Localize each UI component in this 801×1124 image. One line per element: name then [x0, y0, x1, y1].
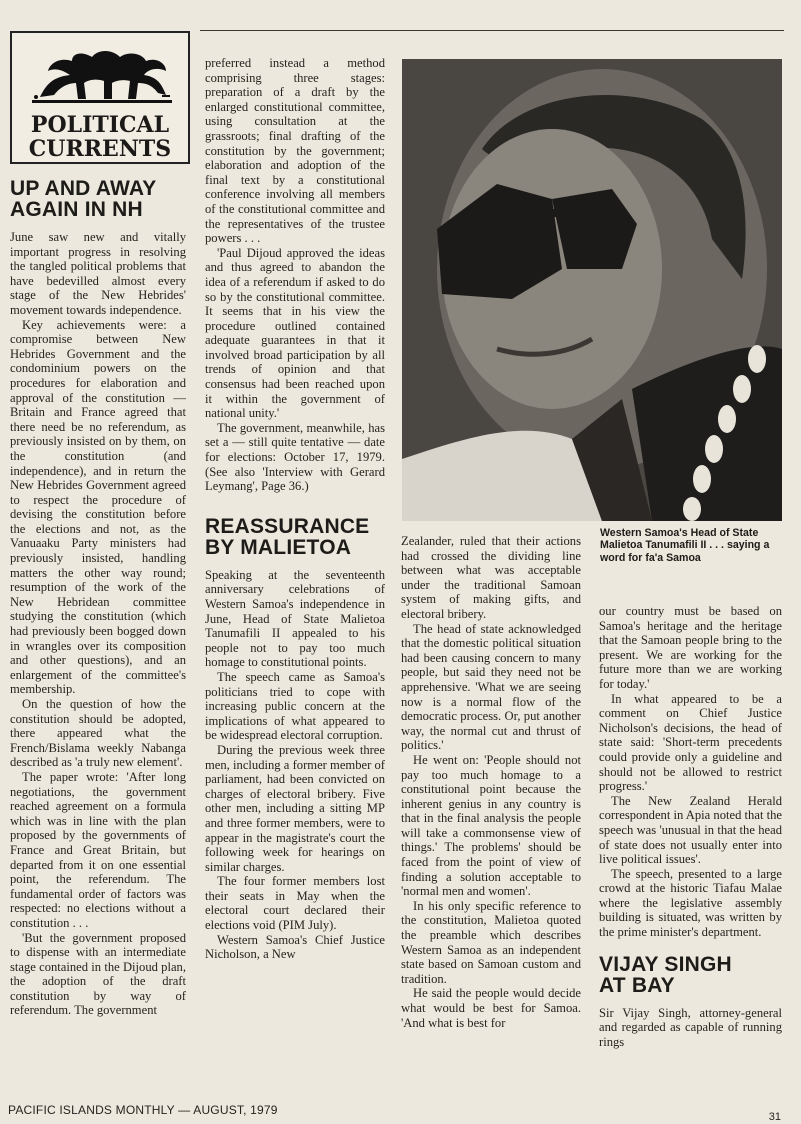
- paragraph: preferred instead a method comprising three stages: preparation of a draft by the enlarged constitutional committee, using consultation at the grassroots; final drafting of the constitution by the government; elaboration and adoption of the final text by a constitutional conference involving all members of the constitutional committee and the representatives of the trustee powers . . .: [205, 56, 385, 246]
- headline-reassurance: REASSURANCE BY MALIETOA: [205, 514, 370, 559]
- headline-vijay-singh: VIJAY SINGH AT BAY: [599, 952, 732, 997]
- article-nh-col2: [205, 56, 385, 494]
- paragraph: In his only specific reference to the constitution, Malietoa quoted the preamble which describes Western Samoa as an independent state based on Samoan custom and tradition.: [401, 898, 581, 986]
- article-malietoa-col2: [205, 568, 385, 962]
- paragraph: Key achievements were: a compromise between New Hebrides Government and the condominium powers on the procedures for elaboration and approval of the constitution — Britain and France agreed that there need be no referendum, as previously insisted on by them, on the constitution (and independence), and in return the New Hebrides Government agreed to respect the procedure of devising the constitution before the elections and not, as the Vanuaaku Party ministers had previously insisted, handling matters the other way round; resumption of the work of the New Hebridean committee studying the constitution (which had previously been bogged down in wrangles over its composition and other questions), and an enlargement of the committee's membership.: [10, 317, 186, 697]
- paragraph: The New Zealand Herald correspondent in Apia noted that the speech was 'unusual in that the head of state does not usually enter into live political issues'.: [599, 793, 782, 867]
- political-currents-logo: [10, 31, 190, 164]
- article-malietoa-col3: [401, 534, 581, 1030]
- paragraph: June saw new and vitally important progress in resolving the tangled political problems that have bedevilled almost every stage of the New Hebrides' movement towards independence.: [10, 230, 186, 317]
- paragraph: The four former members lost their seats in May when the electoral court declared their elections void (PIM July).: [205, 874, 385, 933]
- portrait-illustration: [402, 59, 782, 521]
- paragraph: The government, meanwhile, has set a — still quite tentative — date for elections: October 17, 1979. (See also 'Interview with Gerard Leymang', Page 36.): [205, 420, 385, 494]
- paragraph: Zealander, ruled that their actions had crossed the dividing line between what was acceptable under the traditional Samoan system of making gifts, and electoral bribery.: [401, 534, 581, 621]
- palm-trees-icon: [12, 37, 188, 112]
- paragraph: Western Samoa's Chief Justice Nicholson, a New: [205, 932, 385, 962]
- top-rule: [200, 30, 784, 31]
- paragraph: 'But the government proposed to dispense with an intermediate stage contained in the Dijoud plan, the adoption of the draft constitution by way of referendum. The government: [10, 930, 186, 1018]
- article-malietoa-col4: [599, 604, 782, 940]
- column-1: [10, 178, 186, 1103]
- paragraph: On the question of how the constitution should be adopted, there appeared what the French/Bislama weekly Nabanga described as 'a truly new element'.: [10, 697, 186, 770]
- head-of-state-photo: [402, 59, 782, 521]
- paragraph: Sir Vijay Singh, attorney-general and regarded as capable of running rings: [599, 1005, 782, 1049]
- paragraph: 'Paul Dijoud approved the ideas and thus agreed to abandon the idea of a referendum if asked to do so by the constitutional committee. It seems that in his view the procedure outlined contained adequate guarantees in that it involved broad participation by all trends of opinion and that consensus had been reached upon it within the government of national unity.': [205, 245, 385, 421]
- paragraph: The speech came as Samoa's politicians tried to cope with increasing public concern at the implications of what appeared to be widespread electoral corruption.: [205, 669, 385, 743]
- logo-title: POLITICAL CURRENTS: [28, 112, 172, 162]
- column-4: [599, 604, 782, 1104]
- headline-up-and-away: UP AND AWAY AGAIN IN NH: [10, 178, 157, 221]
- column-3: [401, 534, 581, 1104]
- publication-footer: PACIFIC ISLANDS MONTHLY — AUGUST, 1979: [8, 1103, 278, 1117]
- paragraph: The paper wrote: 'After long negotiations, the government reached agreement on a formula which was in line with the plan proposed by the governments of France and Great Britain, but departed from it on one essential point, the referendum. The fundamental order of factors was respected: no elections without a constitution . . .: [10, 769, 186, 930]
- paragraph: our country must be based on Samoa's heritage and the heritage that the Samoan people bring to the present. We are working for the future more than we are working for today.': [599, 604, 782, 691]
- paragraph: Speaking at the seventeenth anniversary celebrations of Western Samoa's independence in June, Head of State Malietoa Tanumafili II appealed to his people not to pay too much homage to constitutional points.: [205, 567, 385, 670]
- article-nh-col1: [10, 230, 186, 1018]
- column-2: [205, 56, 385, 1102]
- page-number: 31: [768, 1111, 781, 1123]
- article-vijay-col4: [599, 1006, 782, 1050]
- photo-caption: Western Samoa's Head of State Malietoa Tanumafili II . . . saying a word for fa'a Samoa: [600, 527, 770, 564]
- paragraph: The speech, presented to a large crowd at the historic Tiafau Malae where the legislative assembly building is situated, was written by the prime minister's department.: [599, 866, 782, 940]
- paragraph: He said the people would decide what would be best for Samoa. 'And what is best for: [401, 986, 581, 1030]
- paragraph: In what appeared to be a comment on Chief Justice Nicholson's decisions, the head of state said: 'Short-term precedents could provide only a guideline and should not be allowed to restrict progress.': [599, 691, 782, 794]
- paragraph: He went on: 'People should not pay too much homage to a constitutional point because the inherent genius in any country is that in the final analysis the people will take a commonsense view of things.' The problems' should be faced from the point of view of finding a solution acceptable to 'normal men and women'.: [401, 752, 581, 899]
- paragraph: The head of state acknowledged that the domestic political situation had been causing concern to many people, but said they need not be apprehensive. 'What we are seeing now is a normal flow of the democratic process. Or, put another way, the normal cut and thrust of politics.': [401, 621, 581, 753]
- paragraph: During the previous week three men, including a former member of parliament, had been convicted on charges of electoral bribery. Five other men, including a sitting MP and three former members, were to appear in the magistrate's court the following week for hearings on similar charges.: [205, 742, 385, 874]
